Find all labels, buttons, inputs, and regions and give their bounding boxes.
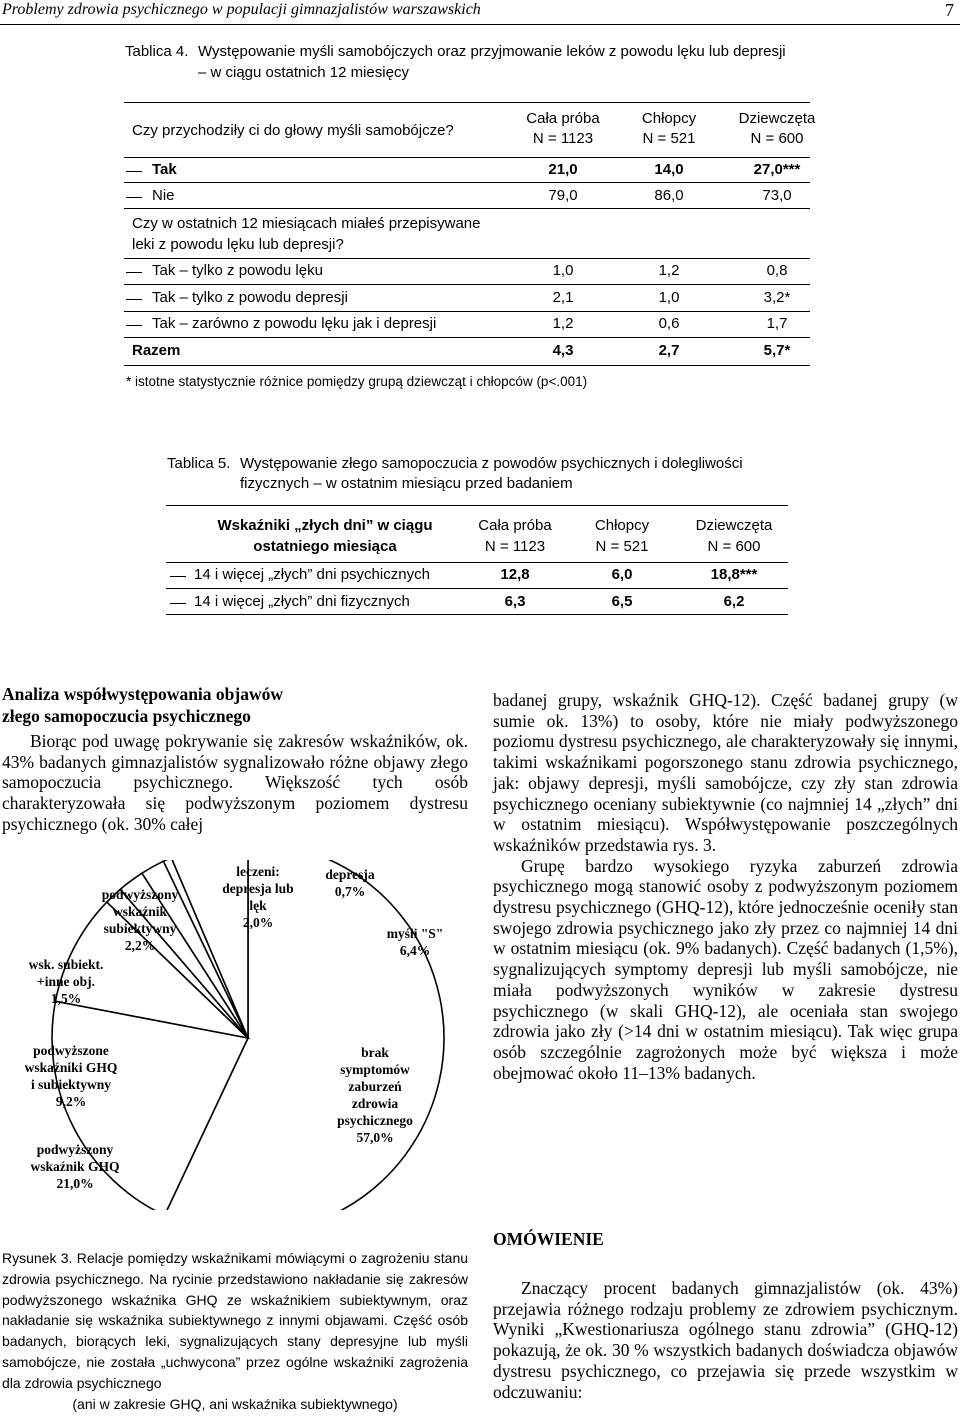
table4-row-depresja-girls: 3,2* — [763, 289, 791, 306]
col-name: Chłopcy — [594, 517, 650, 534]
pie-label-depression — [310, 866, 390, 900]
figure-caption — [2, 1248, 468, 1414]
col-n: N = 521 — [642, 130, 696, 147]
table5-row-psych-girls: 18,8*** — [710, 566, 758, 583]
label-line: depresja — [325, 867, 375, 882]
table4-col-header-girls — [722, 109, 832, 149]
row-dash — [126, 272, 142, 273]
col-n: N = 1123 — [532, 130, 594, 147]
table4-question2 — [132, 213, 480, 255]
label-line: podwyższony — [36, 1142, 114, 1157]
page-number: 7 — [945, 0, 954, 20]
col-n: N = 600 — [707, 538, 761, 555]
col-name: Cała próba — [478, 517, 552, 534]
table5-caption-line1: Występowanie złego samopoczucia z powodów psychicznych i dolegliwości — [240, 455, 743, 472]
figure-caption-last-line: (ani w zakresie GHQ, ani wskaźnika subiektywnego) — [72, 1395, 398, 1412]
label-line: 2,0% — [242, 915, 274, 930]
table4-caption-line2: – w ciągu ostatnich 12 miesięcy — [198, 64, 409, 81]
row-dash — [126, 325, 142, 326]
table4-row-tak-label: Tak — [152, 161, 177, 178]
table4-total-girls: 5,7* — [763, 342, 791, 359]
label-line: wskaźnik — [112, 904, 168, 919]
table4-col-header-all — [508, 109, 618, 149]
label-line: podwyższony — [101, 887, 179, 902]
table5-row-fiz-all: 6,3 — [504, 593, 526, 610]
table5-row-psych-all: 12,8 — [500, 566, 530, 583]
table4-caption-line1: Występowanie myśli samobójczych oraz przyjmowanie leków z powodu lęku lub depresji — [198, 43, 786, 60]
table4-row-oba-all: 1,2 — [552, 315, 574, 332]
table5-row-fiz-boys: 6,5 — [611, 593, 633, 610]
table4-row-tak-girls: 27,0*** — [753, 161, 801, 178]
row-dash — [170, 576, 186, 577]
right-paragraph-1: badanej grupy, wskaźnik GHQ-12). Część badanej grupy (w sumie ok. 13%) to osoby, które nie miały podwyższonego poziomu dystresu psychicznego, ale charakteryzowały się innymi, takimi wskaźnikami pogorszonego stanu zdrowia psychicznego, jak: objawy depresji, myśli samobójcze, czy zły stan zdrowia psychicznego oceniany subiektywnie (co najmniej 14 „złych” dni w ostatnim miesiącu). Współwystępowanie poszczególnych wskaźników przedstawia rys. 3. — [493, 690, 958, 855]
table4-bottom-rule — [124, 365, 810, 366]
label-line: myśli "S" — [386, 926, 444, 941]
table5-header-rule — [166, 562, 788, 563]
table5-caption-line2: fizycznych – w ostatnim miesiącu przed badaniem — [240, 475, 573, 492]
right-paragraph-2: Grupę bardzo wysokiego ryzyka zaburzeń zdrowia psychicznego mogą stanowić osoby z podwyższonym poziomem dystresu psychicznego (GHQ-12), które jednocześnie oceniły stan swojego zdrowia psychicznego jako zły przez co najmniej 14 dni w ostatnim miesiącu (ok. 9% badanych). Część badanych (1,5%), sygnalizujących symptomy depresji lub myśli samobójcze, nie miała podwyższonych wyników w zakresie dystresu psychicznego (w skali GHQ-12), ale oceniała stan swojego zdrowia jako zły (>14 dni w ostatnim miesiącu). Tak więc grupa osób szczególnie zagrożonych może być większa i może obejmować około 11–13% badanych. — [493, 855, 958, 1083]
row-dash — [126, 171, 142, 172]
row-rule — [124, 311, 810, 312]
col-name: Chłopcy — [641, 110, 697, 127]
col-name: Dziewczęta — [738, 110, 816, 127]
pie-label-ghq — [14, 1141, 136, 1192]
table5-bottom-rule — [166, 614, 788, 615]
table4-note: * istotne statystycznie różnice pomiędzy grupą dziewcząt i chłopców (p<.001) — [126, 374, 588, 389]
label-line: 6,4% — [399, 943, 431, 958]
row-rule — [166, 588, 788, 589]
pie-label-suicidal — [372, 925, 458, 959]
table4-row-nie-label: Nie — [152, 187, 175, 204]
label-line: leczeni: — [236, 864, 280, 879]
table4-row-depresja-label: Tak – tylko z powodu depresji — [152, 289, 348, 306]
table4-question1: Czy przychodziły ci do głowy myśli samobójcze? — [132, 122, 454, 139]
label-line: 0,7% — [334, 884, 366, 899]
figure-caption-text: Relacje pomiędzy wskaźnikami mówiącymi o zagrożeniu stanu zdrowia psychicznego. Na rycinie przedstawiono nakładanie się zakresów podwyższonego wskaźnika GHQ ze wskaźnikiem subiektywnym, oraz nakładanie się wskaźnika subiektywnego z innymi objawami. Część osób badanych, biorących leki, sygnalizujących stany depresyjne lub myśli samobójcze, nie została „uchwycona” przez ogólne wskaźniki zagrożenia dla zdrowia psychicznego — [2, 1250, 469, 1391]
label-line: wskaźniki GHQ — [24, 1060, 118, 1075]
label-line: lęk — [249, 898, 267, 913]
table4-row-oba-label: Tak – zarówno z powodu lęku jak i depresji — [152, 315, 437, 332]
label-line: 2,2% — [124, 938, 156, 953]
table4-row-depresja-boys: 1,0 — [658, 289, 680, 306]
pie-label-subjective — [94, 886, 186, 954]
row-rule — [124, 284, 810, 285]
label-line: podwyższone — [33, 1043, 109, 1058]
label-line: +inne obj. — [37, 974, 95, 989]
running-header — [0, 0, 960, 25]
row-rule — [124, 182, 810, 183]
section-heading-analysis — [2, 683, 283, 727]
table5-row-fiz-label: 14 i więcej „złych” dni fizycznych — [194, 593, 410, 610]
paragraph: Biorąc pod uwagę pokrywanie się zakresów wskaźników, ok. 43% badanych gimnazjalistów sygnalizowało różne objawy złego samopoczucia psychicznego. Większość tych osób charakteryzowała się podwyższonym poziomem dystresu psychicznego (ok. 30% całej — [2, 731, 468, 834]
col-n: N = 1123 — [484, 538, 546, 555]
table4-row-nie-boys: 86,0 — [654, 187, 684, 204]
section-heading-discussion: OMÓWIENIE — [493, 1229, 604, 1249]
table4-row-lek-boys: 1,2 — [658, 262, 680, 279]
table4-row-oba-girls: 1,7 — [766, 315, 788, 332]
table5-col-header-girls — [679, 515, 789, 557]
table4-total-label: Razem — [132, 342, 181, 359]
discussion-block — [493, 1278, 958, 1402]
label-line: subiektywny — [103, 921, 177, 936]
question2-line2: leki z powodu lęku lub depresji? — [132, 236, 344, 253]
table4-row-lek-label: Tak – tylko z powodu lęku — [152, 262, 323, 279]
row-rule — [124, 258, 810, 259]
table4-total-boys: 2,7 — [658, 342, 680, 359]
label-line: zdrowia — [351, 1096, 399, 1111]
table5-header-label — [170, 515, 480, 557]
label-line: symptomów — [340, 1062, 410, 1077]
pie-label-ghq-subj — [10, 1042, 132, 1110]
row-dash — [126, 299, 142, 300]
pie-label-subj-other — [24, 956, 108, 1007]
table5-row-psych-label: 14 i więcej „złych” dni psychicznych — [194, 566, 430, 583]
table5-col-header-all — [460, 515, 570, 557]
row-rule — [124, 208, 810, 209]
label-line: zaburzeń — [348, 1079, 402, 1094]
figure-caption-label: Rysunek 3. — [2, 1250, 73, 1266]
table5-row-psych-boys: 6,0 — [611, 566, 633, 583]
label-line: 57,0% — [356, 1130, 394, 1145]
table4-row-tak-all: 21,0 — [548, 161, 578, 178]
right-text-block — [493, 690, 958, 1083]
table4-col-header-boys — [614, 109, 724, 149]
col-name: Dziewczęta — [695, 517, 773, 534]
discussion-paragraph: Znaczący procent badanych gimnazjalistów (ok. 43%) przejawia różnego rodzaju problemy ze zdrowiem psychicznym. Wyniki „Kwestionariusza ogólnego stanu zdrowia” (GHQ-12) pokazują, że ok. 30 % wszystkich badanych doświadcza objawów dystresu psychicznego, co przejawia się przede wszystkim w odczuwaniu: — [493, 1278, 958, 1402]
label-line: 9,2% — [55, 1094, 87, 1109]
label-line: brak — [361, 1045, 389, 1060]
label-line: psychicznego — [337, 1113, 413, 1128]
table4-row-lek-all: 1,0 — [552, 262, 574, 279]
row-dash — [170, 603, 186, 604]
table4-top-rule — [124, 102, 810, 103]
header-line2: ostatniego miesiąca — [253, 538, 397, 555]
question2-line1: Czy w ostatnich 12 miesiącach miałeś przepisywane — [132, 215, 481, 232]
label-line: i subiektywny — [31, 1077, 111, 1092]
table5-row-fiz-girls: 6,2 — [723, 593, 745, 610]
table5-caption-label: Tablica 5. — [167, 455, 231, 472]
table4-row-tak-boys: 14,0 — [654, 161, 684, 178]
table5-top-rule — [166, 505, 788, 506]
table4-row-oba-boys: 0,6 — [658, 315, 680, 332]
running-title: Problemy zdrowia psychicznego w populacji gimnazjalistów warszawskich — [2, 1, 481, 18]
table4-row-depresja-all: 2,1 — [552, 289, 574, 306]
table5-col-header-boys — [567, 515, 677, 557]
row-dash — [126, 197, 142, 198]
left-paragraph — [2, 731, 468, 835]
heading-line2: złego samopoczucia psychicznego — [2, 706, 251, 726]
col-n: N = 521 — [595, 538, 649, 555]
label-line: 1,5% — [50, 991, 82, 1006]
pie-label-treated — [208, 863, 308, 931]
table4-row-nie-all: 79,0 — [548, 187, 578, 204]
table4-header-rule — [124, 157, 810, 158]
label-line: wskaźnik GHQ — [30, 1159, 120, 1174]
header-line1: Wskaźniki „złych dni” w ciągu — [217, 517, 433, 534]
pie-label-none — [320, 1044, 430, 1146]
label-line: depresja lub — [222, 881, 294, 896]
row-rule — [124, 337, 810, 338]
table4-caption-label: Tablica 4. — [125, 43, 189, 60]
col-n: N = 600 — [750, 130, 804, 147]
heading-line1: Analiza współwystępowania objawów — [2, 684, 283, 704]
label-line: 21,0% — [56, 1176, 94, 1191]
table4-row-nie-girls: 73,0 — [762, 187, 792, 204]
label-line: wsk. subiekt. — [28, 957, 104, 972]
col-name: Cała próba — [526, 110, 600, 127]
table4-row-lek-girls: 0,8 — [766, 262, 788, 279]
table4-total-all: 4,3 — [552, 342, 574, 359]
